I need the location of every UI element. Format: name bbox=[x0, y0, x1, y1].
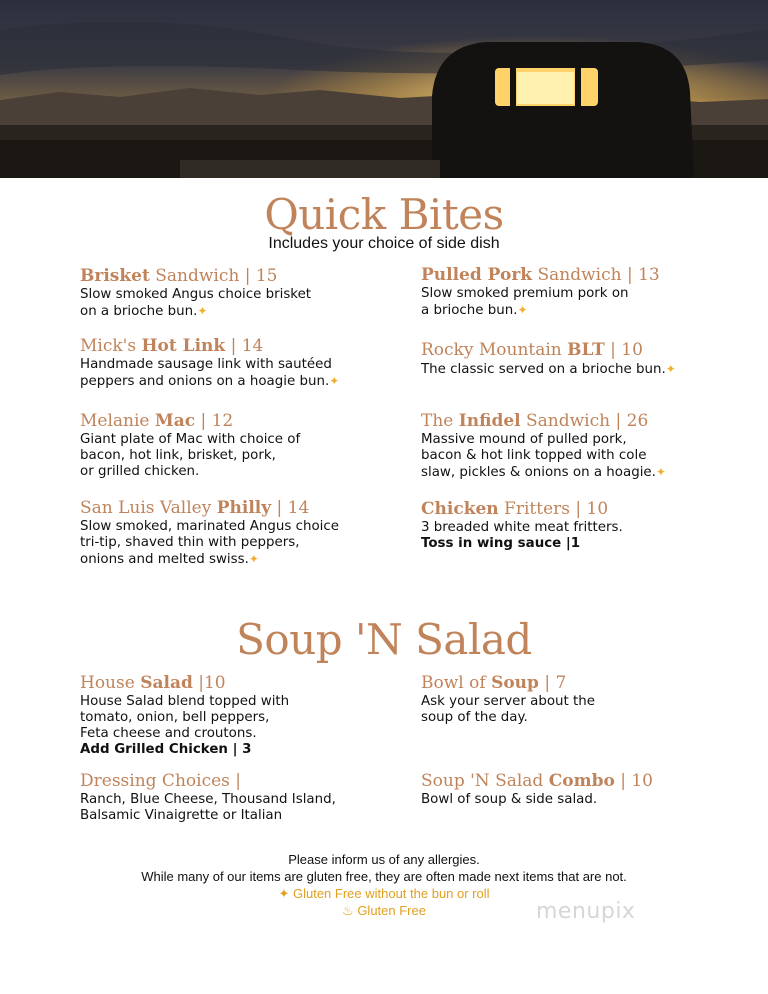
description-line bbox=[80, 464, 300, 480]
menu-item-name-prefix: Dressing Choices bbox=[80, 771, 230, 791]
menu-item bbox=[80, 265, 311, 320]
gluten-free-star-icon: ✦ bbox=[248, 552, 259, 566]
description-text: peppers and onions on a hoagie bun. bbox=[80, 374, 330, 389]
description-line bbox=[421, 694, 595, 710]
menu-item bbox=[80, 410, 300, 480]
menu-item-name bbox=[80, 265, 311, 287]
menu-item-price: | 15 bbox=[239, 266, 278, 286]
description-line bbox=[421, 302, 660, 319]
menu-item-name-prefix: Mick's bbox=[80, 336, 142, 356]
description-text: Slow smoked Angus choice brisket bbox=[80, 287, 312, 302]
description-line bbox=[80, 792, 336, 808]
menu-item-price: | 10 bbox=[614, 771, 653, 791]
menu-item-name-bold: Salad bbox=[140, 673, 193, 693]
menu-item-description bbox=[421, 792, 653, 808]
description-line bbox=[80, 303, 311, 320]
menu-item-price: | 26 bbox=[610, 411, 649, 431]
menu-item-name bbox=[421, 672, 595, 694]
description-line bbox=[80, 726, 289, 742]
menu-item-name-prefix: Soup 'N Salad bbox=[421, 771, 549, 791]
menu-item-description bbox=[421, 694, 595, 726]
description-text: bacon, hot link, brisket, pork, bbox=[80, 448, 276, 463]
menu-item-addon: Toss in wing sauce |1 bbox=[421, 536, 581, 551]
description-text: or grilled chicken. bbox=[80, 464, 200, 479]
menu-item-name-prefix: Bowl of bbox=[421, 673, 492, 693]
allergy-note: Please inform us of any allergies. bbox=[288, 852, 480, 867]
description-text: Balsamic Vinaigrette or Italian bbox=[80, 808, 283, 823]
menu-item-price: | 10 bbox=[604, 340, 643, 360]
menu-item-name bbox=[80, 672, 289, 694]
description-text: a brioche bun. bbox=[421, 303, 518, 318]
gluten-free-legend bbox=[0, 903, 768, 919]
description-line bbox=[80, 432, 300, 448]
menu-item-price: | 12 bbox=[195, 411, 234, 431]
menu-item-price: |10 bbox=[192, 673, 226, 693]
menu-item-name-bold: BLT bbox=[567, 340, 605, 360]
description-text: Slow smoked, marinated Angus choice bbox=[80, 519, 340, 534]
description-line bbox=[421, 286, 660, 302]
description-text: onions and melted swiss. bbox=[80, 552, 249, 567]
menu-item-price: | 14 bbox=[225, 336, 264, 356]
menu-item-name-bold: Pulled Pork bbox=[421, 265, 533, 285]
description-text: Slow smoked premium pork on bbox=[421, 286, 629, 301]
description-line bbox=[421, 448, 666, 464]
menu-item-name bbox=[421, 498, 623, 520]
menu-item-description bbox=[80, 519, 339, 568]
sunset-truck-illustration bbox=[0, 0, 768, 178]
menu-item-name bbox=[421, 770, 653, 792]
menu-item-description bbox=[80, 287, 311, 320]
description-text: bacon & hot link topped with cole bbox=[421, 448, 647, 463]
gluten-note: While many of our items are gluten free, they are often made next items that are not. bbox=[141, 869, 627, 884]
menu-item-name-suffix: Fritters bbox=[498, 499, 570, 519]
section-subtitle: Includes your choice of side dish bbox=[268, 235, 500, 252]
menu-item-description bbox=[421, 432, 666, 481]
section-title-soup-salad: Soup 'N Salad bbox=[236, 615, 532, 664]
menu-item-price: | 7 bbox=[538, 673, 567, 693]
menu-item bbox=[421, 410, 666, 481]
description-line bbox=[421, 361, 676, 378]
description-text: Feta cheese and croutons. bbox=[80, 726, 257, 741]
description-line bbox=[80, 710, 289, 726]
menu-item-name-bold: Philly bbox=[216, 498, 272, 518]
menu-item-description bbox=[80, 792, 336, 824]
gluten-free-icon: ♨ bbox=[342, 903, 354, 918]
gluten-free-bun-legend: ✦ Gluten Free without the bun or roll bbox=[278, 886, 490, 901]
menu-item-name bbox=[80, 410, 300, 432]
description-line bbox=[80, 373, 339, 390]
menu-item-name-suffix: Sandwich bbox=[532, 265, 622, 285]
menu-item-name-suffix: Sandwich bbox=[520, 411, 611, 431]
menu-item-name-bold: Infidel bbox=[458, 411, 521, 431]
description-text: tri-tip, shaved thin with peppers, bbox=[80, 535, 300, 550]
menu-item-price: | bbox=[229, 771, 242, 791]
gluten-free-label: Gluten Free bbox=[357, 903, 426, 918]
description-text: soup of the day. bbox=[421, 710, 528, 725]
menu-item-name-bold: Mac bbox=[154, 411, 196, 431]
description-text: tomato, onion, bell peppers, bbox=[80, 710, 270, 725]
description-line bbox=[80, 448, 300, 464]
gluten-free-star-icon: ✦ bbox=[197, 304, 208, 318]
menu-item-description bbox=[421, 361, 676, 378]
menu-item-description bbox=[80, 357, 339, 390]
menu-item-name-bold: Brisket bbox=[80, 266, 150, 286]
menu-item-name-suffix: Sandwich bbox=[149, 266, 240, 286]
description-line bbox=[80, 357, 339, 373]
description-text: Ask your server about the bbox=[421, 694, 596, 709]
description-line bbox=[80, 808, 336, 824]
menu-item bbox=[421, 498, 623, 552]
menu-item-description bbox=[421, 520, 623, 552]
description-line bbox=[80, 694, 289, 710]
menu-item-name bbox=[421, 339, 676, 361]
menu-item-price: | 10 bbox=[570, 499, 609, 519]
description-text: House Salad blend topped with bbox=[80, 694, 290, 709]
menu-item bbox=[80, 672, 289, 758]
description-line bbox=[421, 432, 666, 448]
description-text: Massive mound of pulled pork, bbox=[421, 432, 627, 447]
menu-item bbox=[421, 770, 653, 808]
menu-item-description bbox=[421, 286, 660, 319]
watermark-logo: menupix bbox=[536, 899, 636, 924]
menu-item-price: | 13 bbox=[621, 265, 660, 285]
menu-item-name bbox=[421, 410, 666, 432]
description-text: 3 breaded white meat fritters. bbox=[421, 520, 623, 535]
description-text: Giant plate of Mac with choice of bbox=[80, 432, 301, 447]
description-line bbox=[80, 519, 339, 535]
description-text: The classic served on a brioche bun. bbox=[421, 362, 666, 377]
menu-item bbox=[80, 335, 339, 390]
menu-item-name-prefix: San Luis Valley bbox=[80, 498, 217, 518]
menu-item-name-prefix: Melanie bbox=[80, 411, 155, 431]
section-title-quick-bites: Quick Bites bbox=[264, 190, 504, 239]
description-line bbox=[421, 464, 666, 481]
menu-item bbox=[421, 264, 660, 319]
menu-item-name bbox=[80, 335, 339, 357]
gluten-free-star-icon: ✦ bbox=[329, 374, 340, 388]
menu-item-name bbox=[80, 497, 339, 519]
hero-image bbox=[0, 0, 768, 178]
menu-item-name bbox=[80, 770, 336, 792]
menu-item-name-bold: Combo bbox=[548, 771, 615, 791]
menu-item-addon: Add Grilled Chicken | 3 bbox=[80, 742, 252, 757]
menu-item-price: | 14 bbox=[271, 498, 310, 518]
menu-item bbox=[80, 770, 336, 824]
gluten-free-star-icon: ✦ bbox=[517, 303, 528, 317]
menu-item-name-bold: Hot Link bbox=[141, 336, 226, 356]
description-text: Bowl of soup & side salad. bbox=[421, 792, 598, 807]
menu-item bbox=[80, 497, 339, 568]
description-line bbox=[80, 535, 339, 551]
description-text: on a brioche bun. bbox=[80, 304, 198, 319]
menu-item-name-prefix: The bbox=[421, 411, 459, 431]
menu-item-name-bold: Chicken bbox=[421, 499, 499, 519]
menu-item-description bbox=[80, 694, 289, 758]
menu-item-description bbox=[80, 432, 300, 480]
description-text: slaw, pickles & onions on a hoagie. bbox=[421, 465, 656, 480]
menu-item bbox=[421, 672, 595, 726]
menu-item-name-bold: Soup bbox=[491, 673, 539, 693]
description-line bbox=[421, 520, 623, 536]
description-line bbox=[421, 710, 595, 726]
menu-item-name-prefix: House bbox=[80, 673, 141, 693]
menu-item bbox=[421, 339, 676, 378]
gluten-free-star-icon: ✦ bbox=[665, 362, 676, 376]
menu-item-name bbox=[421, 264, 660, 286]
description-line bbox=[80, 551, 339, 568]
description-line bbox=[421, 792, 653, 808]
description-text: Handmade sausage link with sautéed bbox=[80, 357, 332, 372]
gluten-free-star-icon: ✦ bbox=[655, 465, 666, 479]
description-line bbox=[80, 287, 311, 303]
menu-item-name-prefix: Rocky Mountain bbox=[421, 340, 568, 360]
description-text: Ranch, Blue Cheese, Thousand Island, bbox=[80, 792, 336, 807]
